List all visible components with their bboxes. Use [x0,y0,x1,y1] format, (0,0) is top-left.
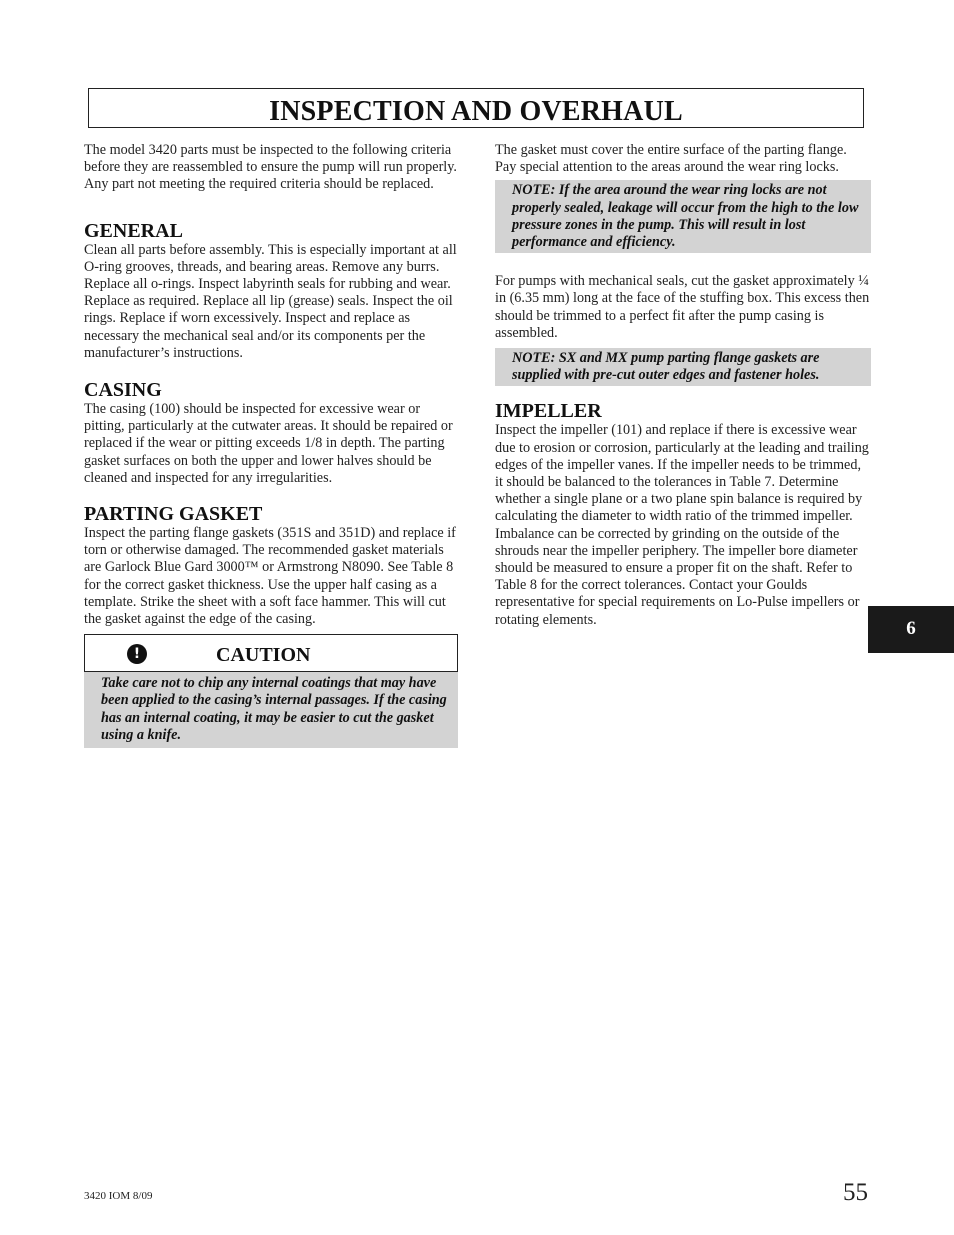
note-wear-ring-locks: NOTE: If the area around the wear ring locks are not properly sealed, leakage will occur from the high to the low pressure zones in the pump. This will result in lost performance and efficiency. [495,180,871,253]
page-title: INSPECTION AND OVERHAUL [269,96,683,127]
impeller-paragraph: Inspect the impeller (101) and replace if there is excessive wear due to erosion or corrosion, particularly at the leading and trailing edges of the impeller vanes. If the impeller needs to be trimmed, it should be balanced to the tolerances in Table 7. Determine whether a single plane or a two plane spin balance is required by calculating the diameter to width ratio of the trimmed impeller. Imbalance can be corrected by grinding on the outside of the shrouds near the impeller periphery. The impeller bore diameter should be measured to ensure a proper fit on the shaft. Refer to Table 8 for the correct tolerances. Contact your Goulds representative for special requirements on Lo-Pulse impellers or rotating elements. [495,422,869,628]
caution-text: Take care not to chip any internal coatings that may have been applied to the casing’s internal passages. If the casing has an internal coating, it may be easier to cut the gasket using a knife. [84,672,458,748]
footer-doc-id: 3420 IOM 8/09 [84,1190,153,1202]
parting-gasket-paragraph: Inspect the parting flange gaskets (351S and 351D) and replace if torn or otherwise damaged. The recommended gasket materials are Garlock Blue Gard 3000™ or Armstrong N8090. See Table 8 for the correct gasket thickness. Use the upper half casing as a template. Strike the sheet with a soft face hammer. This will cut the gasket against the edge of the casing. [84,525,456,628]
warning-icon: ! [127,644,147,664]
right-column [495,142,871,629]
parting-gasket-heading: PARTING GASKET [84,503,263,526]
casing-paragraph: The casing (100) should be inspected for excessive wear or pitting, particularly at the cutwater areas. It should be repaired or replaced if the wear or pitting exceeds 1/8 in depth. The parting gasket surfaces on both the upper and lower halves should be cleaned and inspected for any irregularities. [84,401,453,486]
caution-box [84,634,458,748]
impeller-heading: IMPELLER [495,400,602,423]
page-number: 55 [843,1179,868,1206]
gasket-coverage-paragraph: The gasket must cover the entire surface of the parting flange. Pay special attention to the areas around the wear ring locks. [495,142,847,176]
note-precut-gaskets: NOTE: SX and MX pump parting flange gaskets are supplied with pre-cut outer edges and fastener holes. [495,348,871,386]
casing-heading: CASING [84,379,162,402]
left-column [84,142,460,748]
title-box [88,88,864,128]
caution-header [84,634,458,672]
section-tab: 6 [868,606,954,653]
general-paragraph: Clean all parts before assembly. This is especially important at all O-ring grooves, threads, and bearing areas. Remove any burrs. Replace all o-rings. Inspect labyrinth seals for rubbing and wear. Replace as required. Replace all lip (grease) seals. Inspect the oil rings. Replace if worn excessively. Inspect and replace as necessary the mechanical seal and/or its components per the manufacturer’s instructions. [84,241,457,361]
caution-label: CAUTION [216,644,311,667]
intro-paragraph: The model 3420 parts must be inspected to the following criteria before they are reassembled to ensure the pump will run properly. Any part not meeting the required criteria should be replaced. [84,142,457,193]
mechanical-seal-paragraph: For pumps with mechanical seals, cut the gasket approximately ¼ in (6.35 mm) long at the face of the stuffing box. This excess then should be trimmed to a perfect fit after the pump casing is assembled. [495,273,870,341]
general-heading: GENERAL [84,219,183,242]
